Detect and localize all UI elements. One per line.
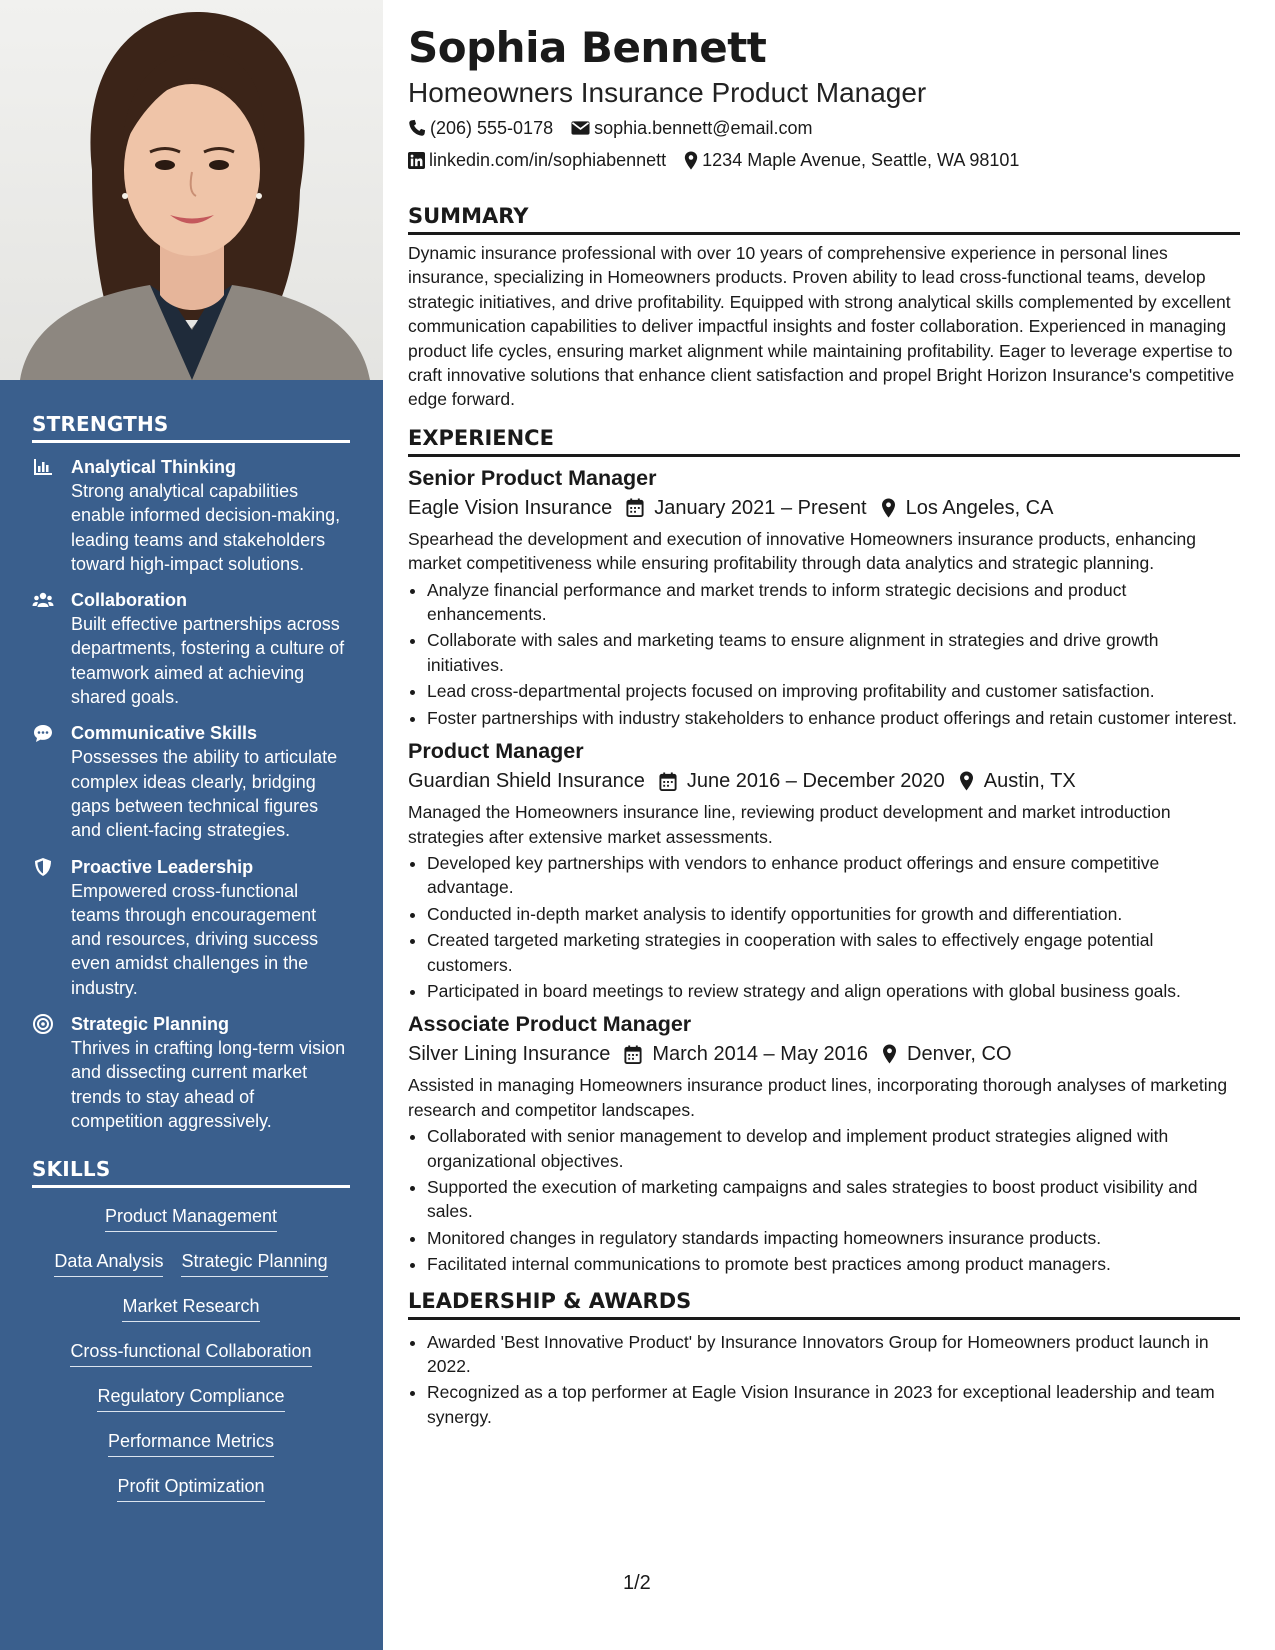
main-column <box>408 20 1240 1431</box>
address-text: 1234 Maple Avenue, Seattle, WA 98101 <box>702 150 1020 170</box>
job-description: Assisted in managing Homeowners insurance product lines, incorporating thorough analyses of marketing research and competitor landscapes. <box>408 1075 1228 1120</box>
skills-list <box>32 1200 350 1519</box>
linkedin-text: linkedin.com/in/sophiabennett <box>429 150 667 170</box>
skill-tag: Product Management <box>105 1204 277 1232</box>
company-name: Silver Lining Insurance <box>408 1043 611 1066</box>
chat-bubble-icon <box>32 722 54 744</box>
skill-tag: Strategic Planning <box>181 1249 327 1277</box>
profile-photo <box>0 0 383 380</box>
job-description: Spearhead the development and execution of innovative Homeowners insurance products, enhancing market competitiveness while ensuring profitability through data analytics and strategic planning. <box>408 528 1197 574</box>
strength-desc: Possesses the ability to articulate complex ideas clearly, bridging gaps between technical figures and client-facing strategies. <box>71 747 338 841</box>
list-item: • Monitored changes in regulatory standards impacting homeowners insurance products. <box>427 1226 1240 1250</box>
job-entry <box>408 463 1240 730</box>
strength-item <box>32 1012 350 1133</box>
shield-icon <box>32 856 54 878</box>
strength-title: Analytical Thinking <box>71 457 237 477</box>
strength-desc: Empowered cross-functional teams through encouragement and resources, driving success even amidst challenges in the industry. <box>71 880 319 998</box>
strength-item <box>32 721 350 842</box>
list-item: • Lead cross-departmental projects focused on improving profitability and customer satisfaction. <box>427 679 1240 703</box>
sidebar-content <box>32 412 350 1519</box>
job-dates: January 2021 – Present <box>654 496 867 519</box>
strength-item <box>32 855 350 1000</box>
job-meta <box>408 493 1240 523</box>
summary-text: Dynamic insurance professional with over 10 years of comprehensive experience in personal lines insurance, specializing in Homeowners products. Proven ability to lead cross-functional teams, develop strategic initiatives, and drive profitability. Equipped with strong analytical skills complemented by excellent communication capabilities to deliver impactful insights and foster collaboration. Experienced in managing product life cycles, ensuring market alignment while maintaining profitability. Eager to leverage expertise to craft innovative solutions that enhance client satisfaction and propel Bright Horizon Insurance's competitive edge forward. <box>408 243 1235 410</box>
list-item: • Participated in board meetings to review strategy and align operations with global business goals. <box>427 979 1240 1003</box>
list-item: • Facilitated internal communications to promote best practices among product managers. <box>427 1252 1240 1276</box>
awards-list <box>408 1330 1240 1430</box>
job-location: Austin, TX <box>983 770 1076 793</box>
job-meta <box>408 766 1240 796</box>
list-item: • Supported the execution of marketing campaigns and sales strategies to boost product visibility and sales. <box>427 1175 1240 1224</box>
job-bullets <box>408 1124 1240 1276</box>
list-item: • Recognized as a top performer at Eagle Vision Insurance in 2023 for exceptional leadership and team synergy. <box>427 1380 1240 1429</box>
calendar-icon <box>624 1045 642 1064</box>
map-pin-icon <box>881 498 896 518</box>
calendar-icon <box>659 772 677 791</box>
list-item: • Developed key partnerships with vendors to enhance product offerings and ensure competitive advantage. <box>427 851 1240 900</box>
strength-title: Proactive Leadership <box>71 856 254 877</box>
awards-heading: LEADERSHIP & AWARDS <box>408 1289 1240 1320</box>
list-item: • Collaborate with sales and marketing teams to ensure alignment in strategies and drive growth initiatives. <box>427 628 1240 677</box>
list-item: • Conducted in-depth market analysis to identify opportunities for growth and differentiation. <box>427 902 1240 926</box>
candidate-name: Sophia Bennett <box>408 23 767 72</box>
job-dates: June 2016 – December 2020 <box>686 770 945 793</box>
skill-tag: Profit Optimization <box>117 1474 264 1502</box>
bar-chart-icon <box>32 456 54 478</box>
job-title: Senior Product Manager <box>408 465 657 490</box>
contact-row <box>408 144 1240 176</box>
strength-item <box>32 588 350 709</box>
target-icon <box>32 1013 54 1035</box>
job-location: Denver, CO <box>907 1043 1012 1066</box>
skill-tag: Cross-functional Collaboration <box>70 1339 311 1367</box>
strength-title: Collaboration <box>71 590 187 611</box>
job-entry <box>408 1009 1240 1276</box>
strength-desc: Built effective partnerships across departments, fostering a culture of teamwork aimed at achieving shared goals. <box>71 614 345 708</box>
phone-contact[interactable] <box>408 112 553 144</box>
strength-desc: Strong analytical capabilities enable informed decision-making, leading teams and stakeholders toward high-impact solutions. <box>71 481 341 574</box>
linkedin-contact[interactable] <box>408 144 666 176</box>
list-item: • Collaborated with senior management to develop and implement product strategies aligned with organizational objectives. <box>427 1124 1240 1173</box>
contact-row <box>408 112 1240 144</box>
company-name: Guardian Shield Insurance <box>408 770 645 793</box>
strength-desc: Thrives in crafting long-term vision and dissecting current market trends to stay ahead of competition aggressively. <box>71 1038 346 1131</box>
map-pin-icon <box>959 771 974 791</box>
list-item: • Awarded 'Best Innovative Product' by Insurance Innovators Group for Homeowners product launch in 2022. <box>427 1330 1240 1379</box>
job-bullets <box>408 851 1240 1003</box>
summary-heading: SUMMARY <box>408 204 1240 235</box>
map-pin-icon <box>882 1044 897 1064</box>
list-item: • Analyze financial performance and market trends to inform strategic decisions and product enhancements. <box>427 578 1240 627</box>
job-title: Product Manager <box>408 739 584 764</box>
sidebar <box>0 0 383 1650</box>
address-contact <box>684 144 1019 176</box>
phone-icon <box>408 119 426 137</box>
list-item: • Foster partnerships with industry stakeholders to enhance product offerings and retain customer interest. <box>427 706 1240 730</box>
calendar-icon <box>626 498 644 517</box>
envelope-icon <box>571 120 590 136</box>
phone-text: (206) 555-0178 <box>430 118 554 138</box>
email-text: sophia.bennett@email.com <box>594 118 813 138</box>
linkedin-icon <box>408 152 425 169</box>
job-entry <box>408 736 1240 1003</box>
job-location: Los Angeles, CA <box>905 496 1054 519</box>
job-bullets <box>408 578 1240 730</box>
users-icon <box>32 589 54 611</box>
strength-item <box>32 455 350 576</box>
job-title: Associate Product Manager <box>408 1012 692 1037</box>
page-number: 1/2 <box>623 1572 651 1594</box>
skill-tag: Regulatory Compliance <box>97 1384 284 1412</box>
job-description: Managed the Homeowners insurance line, reviewing product development and market introduction strategies after extensive market assessments. <box>408 802 1171 847</box>
skill-tag: Performance Metrics <box>108 1429 274 1457</box>
skills-heading: SKILLS <box>32 1157 350 1188</box>
strength-title: Strategic Planning <box>71 1014 230 1035</box>
experience-heading: EXPERIENCE <box>408 426 1240 457</box>
map-pin-icon <box>684 151 698 170</box>
strengths-heading: STRENGTHS <box>32 412 350 443</box>
email-contact[interactable] <box>571 112 812 144</box>
skill-tag: Market Research <box>122 1294 259 1322</box>
list-item: • Created targeted marketing strategies in cooperation with sales to effectively engage potential customers. <box>427 928 1240 977</box>
strength-title: Communicative Skills <box>71 723 258 744</box>
company-name: Eagle Vision Insurance <box>408 496 613 519</box>
job-dates: March 2014 – May 2016 <box>652 1043 869 1066</box>
skill-tag: Data Analysis <box>54 1249 163 1277</box>
candidate-title: Homeowners Insurance Product Manager <box>408 77 927 108</box>
job-meta <box>408 1039 1240 1069</box>
